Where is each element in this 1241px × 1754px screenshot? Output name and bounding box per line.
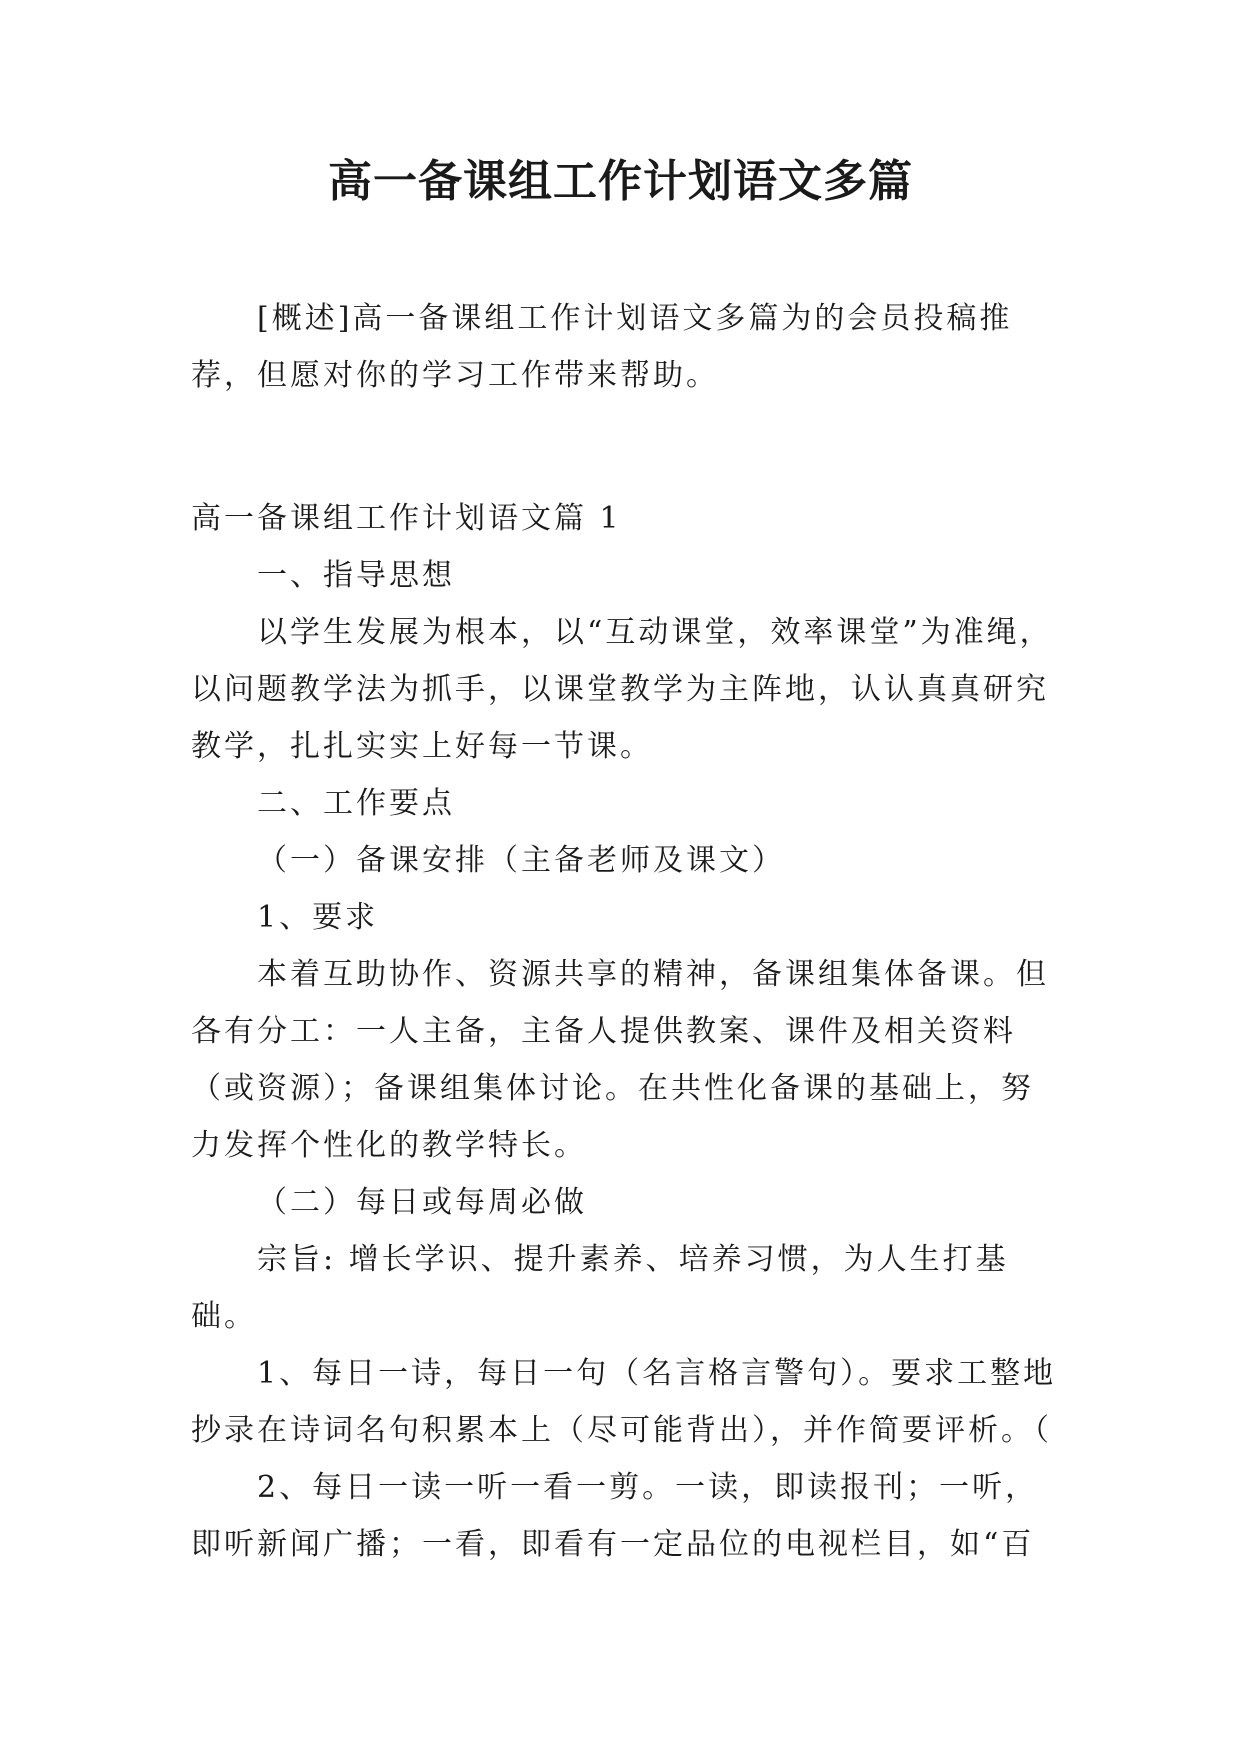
overview-paragraph: [概述]高一备课组工作计划语文多篇为的会员投稿推荐，但愿对你的学习工作带来帮助。 bbox=[191, 301, 1013, 393]
paragraph-daily-read: 2、每日一读一听一看一剪。一读，即读报刊；一听，即听新闻广播；一看，即看有一定品位的电视栏目，如“百 bbox=[191, 1470, 1039, 1562]
item-requirements: 1、要求 bbox=[257, 900, 379, 935]
subheading-lesson-prep: （一）备课安排（主备老师及课文） bbox=[257, 843, 785, 878]
heading-work-points: 二、工作要点 bbox=[257, 786, 455, 821]
paragraph-purpose: 宗旨: 增长学识、提升素养、培养习惯，为人生打基础。 bbox=[191, 1242, 1009, 1334]
paragraph-collaboration: 本着互助协作、资源共享的精神，备课组集体备课。但各有分工：一人主备，主备人提供教案、课件及相关资料（或资源）；备课组集体讨论。在共性化备课的基础上，努力发挥个性化的教学特长。 bbox=[191, 957, 1049, 1163]
paragraph-daily-poem: 1、每日一诗，每日一句（名言格言警句）。要求工整地抄录在诗词名句积累本上（尽可能背出），并作简要评析。（ bbox=[191, 1356, 1057, 1448]
spacer bbox=[191, 404, 1061, 490]
heading-guiding-thought: 一、指导思想 bbox=[257, 558, 455, 593]
section-title: 高一备课组工作计划语文篇 1 bbox=[191, 501, 622, 536]
document-title: 高一备课组工作计划语文多篇 bbox=[328, 156, 913, 207]
paragraph-guiding-thought: 以学生发展为根本，以“互动课堂，效率课堂”为准绳，以问题教学法为抓手，以课堂教学为主阵地，认认真真研究教学，扎扎实实上好每一节课。 bbox=[191, 615, 1053, 764]
document-body bbox=[191, 290, 1061, 1573]
subheading-daily-weekly: （二）每日或每周必做 bbox=[257, 1185, 587, 1220]
